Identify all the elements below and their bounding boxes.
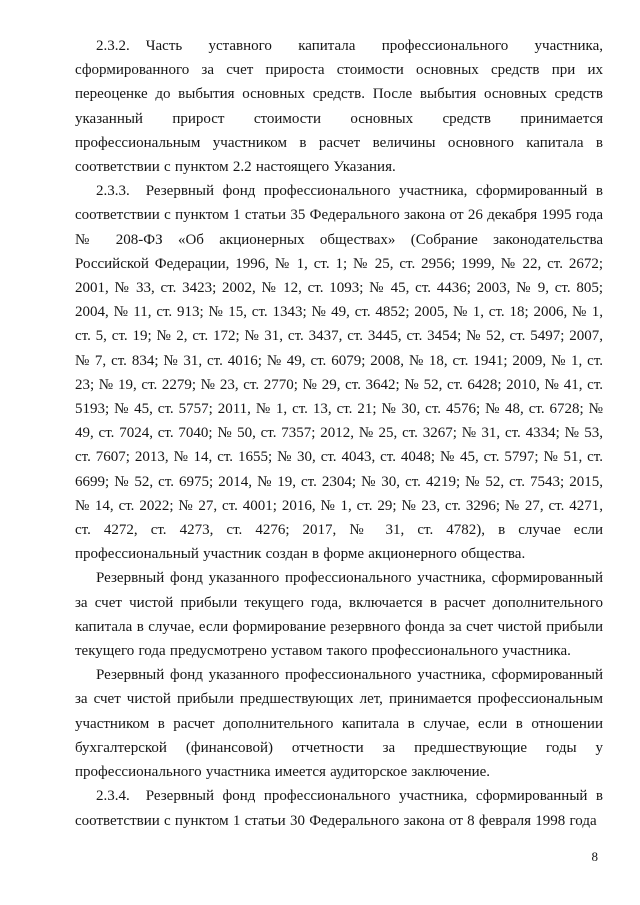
paragraph-text: Резервный фонд указанного профессионального участника, сформированный за счет чистой прибыли текущего года, включается в расчет дополнительного капитала в случае, если формирование резервного фонда за счет чистой прибыли текущего года предусмотрено уставом такого профессионального участника. (75, 570, 603, 660)
paragraph-reserve-fund-current-year (75, 566, 603, 663)
paragraph-text: Резервный фонд профессионального участника, сформированный в соответствии с пунктом 1 статьи 30 Федерального закона от 8 февраля 1998 года (75, 788, 603, 829)
clause-number: 2.3.3. (96, 183, 130, 200)
paragraph-text: Часть уставного капитала профессионального участника, сформированного за счет прироста стоимости основных средств при их переоценке до выбытия основных средств. После выбытия основных средств указанный прирост стоимости основных средств принимается профессиональным участником в расчет величины основного капитала в соответствии с пунктом 2.2 настоящего Указания. (75, 38, 603, 176)
document-body (75, 34, 603, 833)
paragraph-text: Резервный фонд указанного профессионального участника, сформированный за счет чистой прибыли предшествующих лет, принимается профессиональным участником в расчет дополнительного капитала в случае, если в отношении бухгалтерской (финансовой) отчетности за предшествующие годы у профессионального участника имеется аудиторское заключение. (75, 667, 603, 781)
paragraph-2-3-3 (75, 179, 603, 566)
clause-number: 2.3.4. (96, 788, 130, 805)
paragraph-2-3-2 (75, 34, 603, 179)
paragraph-text: Резервный фонд профессионального участника, сформированный в соответствии с пунктом 1 статьи 35 Федерального закона от 26 декабря 1995 года № 208-ФЗ «Об акционерных обществах» (Собрание законодательства Российской Федерации, 1996, № 1, ст. 1; № 25, ст. 2956; 1999, № 22, ст. 2672; 2001, № 33, ст. 3423; 2002, № 12, ст. 1093; № 45, ст. 4436; 2003, № 9, ст. 805; 2004, № 11, ст. 913; № 15, ст. 1343; № 49, ст. 4852; 2005, № 1, ст. 18; 2006, № 1, ст. 5, ст. 19; № 2, ст. 172; № 31, ст. 3437, ст. 3445, ст. 3454; № 52, ст. 5497; 2007, № 7, ст. 834; № 31, ст. 4016; № 49, ст. 6079; 2008, № 18, ст. 1941; 2009, № 1, ст. 23; № 19, ст. 2279; № 23, ст. 2770; № 29, ст. 3642; № 52, ст. 6428; 2010, № 41, ст. 5193; № 45, ст. 5757; 2011, № 1, ст. 13, ст. 21; № 30, ст. 4576; № 48, ст. 6728; № 49, ст. 7024, ст. 7040; № 50, ст. 7357; 2012, № 25, ст. 3267; № 31, ст. 4334; № 53, ст. 7607; 2013, № 14, ст. 1655; № 30, ст. 4043, ст. 4048; № 45, ст. 5797; № 51, ст. 6699; № 52, ст. 6975; 2014, № 19, ст. 2304; № 30, ст. 4219; № 52, ст. 7543; 2015, № 14, ст. 2022; № 27, ст. 4001; 2016, № 1, ст. 29; № 23, ст. 3296; № 27, ст. 4271, ст. 4272, ст. 4273, ст. 4276; 2017, № 31, ст. 4782), в случае если профессиональный участник создан в форме акционерного общества. (75, 183, 603, 563)
paragraph-2-3-4 (75, 784, 603, 832)
clause-number: 2.3.2. (96, 38, 130, 54)
page-number: 8 (591, 849, 598, 864)
paragraph-reserve-fund-previous-years (75, 663, 603, 784)
